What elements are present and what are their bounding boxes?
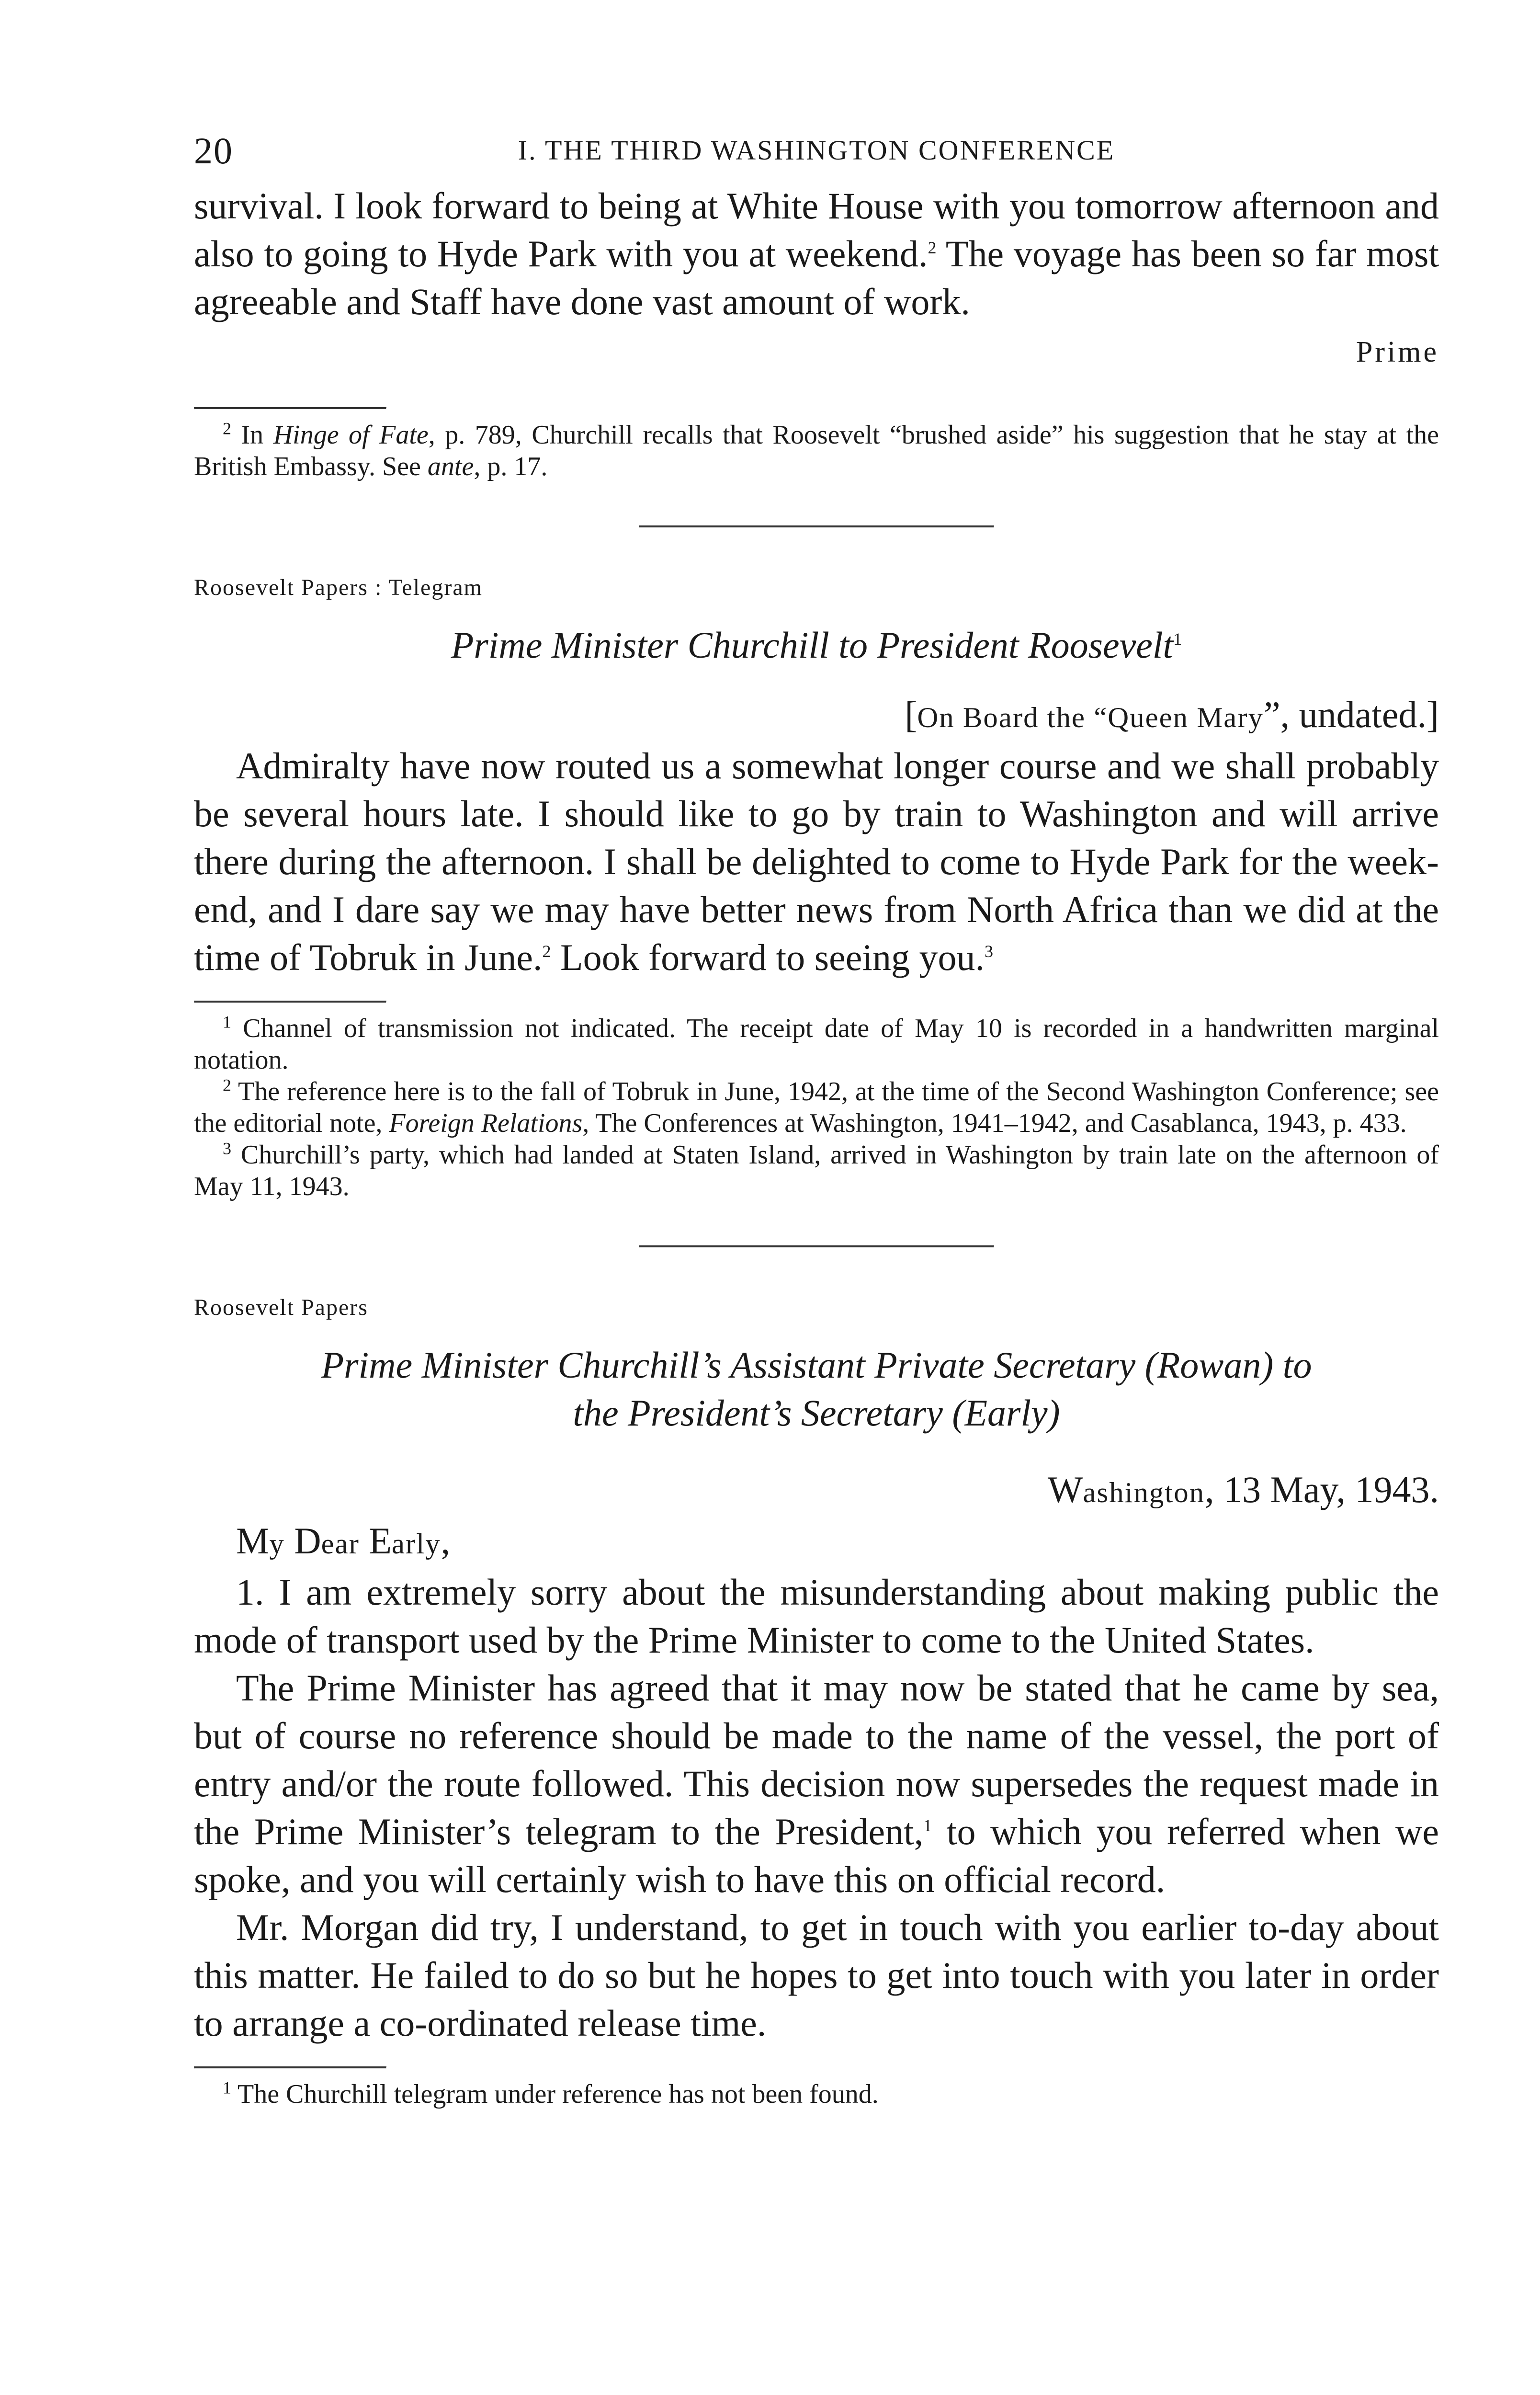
running-title: I. THE THIRD WASHINGTON CONFERENCE [518, 135, 1115, 166]
footnotes-section1 [194, 419, 1439, 482]
running-header [194, 129, 1439, 182]
footnote: $^2$ In Hinge of Fate, p. 789, Churchill recalls that Roosevelt “brushed aside” his suggestion that he stay at the British Embassy. See ante, p. 17. [194, 419, 1439, 481]
document-title: Prime Minister Churchill to President Roosevelt$^1$ [451, 624, 1182, 666]
source-label: Roosevelt Papers : Telegram [194, 575, 483, 600]
page-number: 20 [194, 130, 233, 171]
footnotes-section3 [194, 2078, 1439, 2110]
footnote-rule [194, 407, 386, 410]
dateline: Washington, 13 May, 1943. [1047, 1469, 1439, 1510]
salutation: My Dear Early, [236, 1520, 451, 1562]
footnote: $^2$ The reference here is to the fall of Tobruk in June, 1942, at the time of the Second Washington Conference; see the editorial note, Foreign Relations, The Conferences at Washington, 1941–1942, and Casablanca, 1943, p. 433. [194, 1075, 1439, 1138]
letter-paragraph-3: Mr. Morgan did try, I understand, to get in touch with you earlier to-day about this matter. He failed to do so but he hopes to get into touch with you later in order to arrange a co-ordinated release time. [194, 1906, 1439, 2044]
footnote-rule [194, 1001, 386, 1003]
footnote: $^1$ Channel of transmission not indicated. The receipt date of May 10 is recorded in a handwritten marginal notation. [194, 1012, 1439, 1075]
document-title-line2: the President’s Secretary (Early) [573, 1392, 1060, 1434]
source-label: Roosevelt Papers [194, 1295, 368, 1320]
footnote: $^3$ Churchill’s party, which had landed at Staten Island, arrived in Washington by train late on the afternoon of May 11, 1943. [194, 1139, 1439, 1201]
footnote: $^1$ The Churchill telegram under reference has not been found. [223, 2078, 879, 2109]
letter-paragraph-2: The Prime Minister has agreed that it may now be stated that he came by sea, but of course no reference should be made to the name of the vessel, the port of entry and/or the route followed. This decision now supersedes the request made in the Prime Minister’s telegram to the President,$^1$ to which you referred when we spoke, and you will certainly wish to have this on official record. [194, 1667, 1439, 1900]
footnote-ref: 2 [928, 238, 937, 257]
footnotes-section2 [194, 1013, 1439, 1202]
dateline: [On Board the “Queen Mary”, undated.] [905, 694, 1439, 735]
footnote-rule [194, 2066, 386, 2069]
telegram-body: Admiralty have now routed us a somewhat longer course and we shall probably be several hours late. I should like to go by train to Washington and will arrive there during the afternoon. I shall be delighted to come to Hyde Park for the week-end, and I dare say we may have better news from North Africa than we did at the time of Tobruk in June.$^2$ Look forward to seeing you.$^3$ [194, 745, 1439, 978]
continuation-paragraph: survival. I look forward to being at White House with you tomorrow afternoon and also to going to Hyde Park with you at weekend.$^2$ The voyage has been so far most agreeable and Staff have done vast amount of work. [194, 185, 1439, 322]
signature: Prime [1356, 336, 1439, 368]
letter-paragraph-1: 1. I am extremely sorry about the misunderstanding about making public the mode of transport used by the Prime Minister to come to the United States. [194, 1571, 1439, 1661]
document-title-line1: Prime Minister Churchill’s Assistant Private Secretary (Rowan) to [321, 1344, 1312, 1386]
document-page [194, 129, 1439, 2110]
